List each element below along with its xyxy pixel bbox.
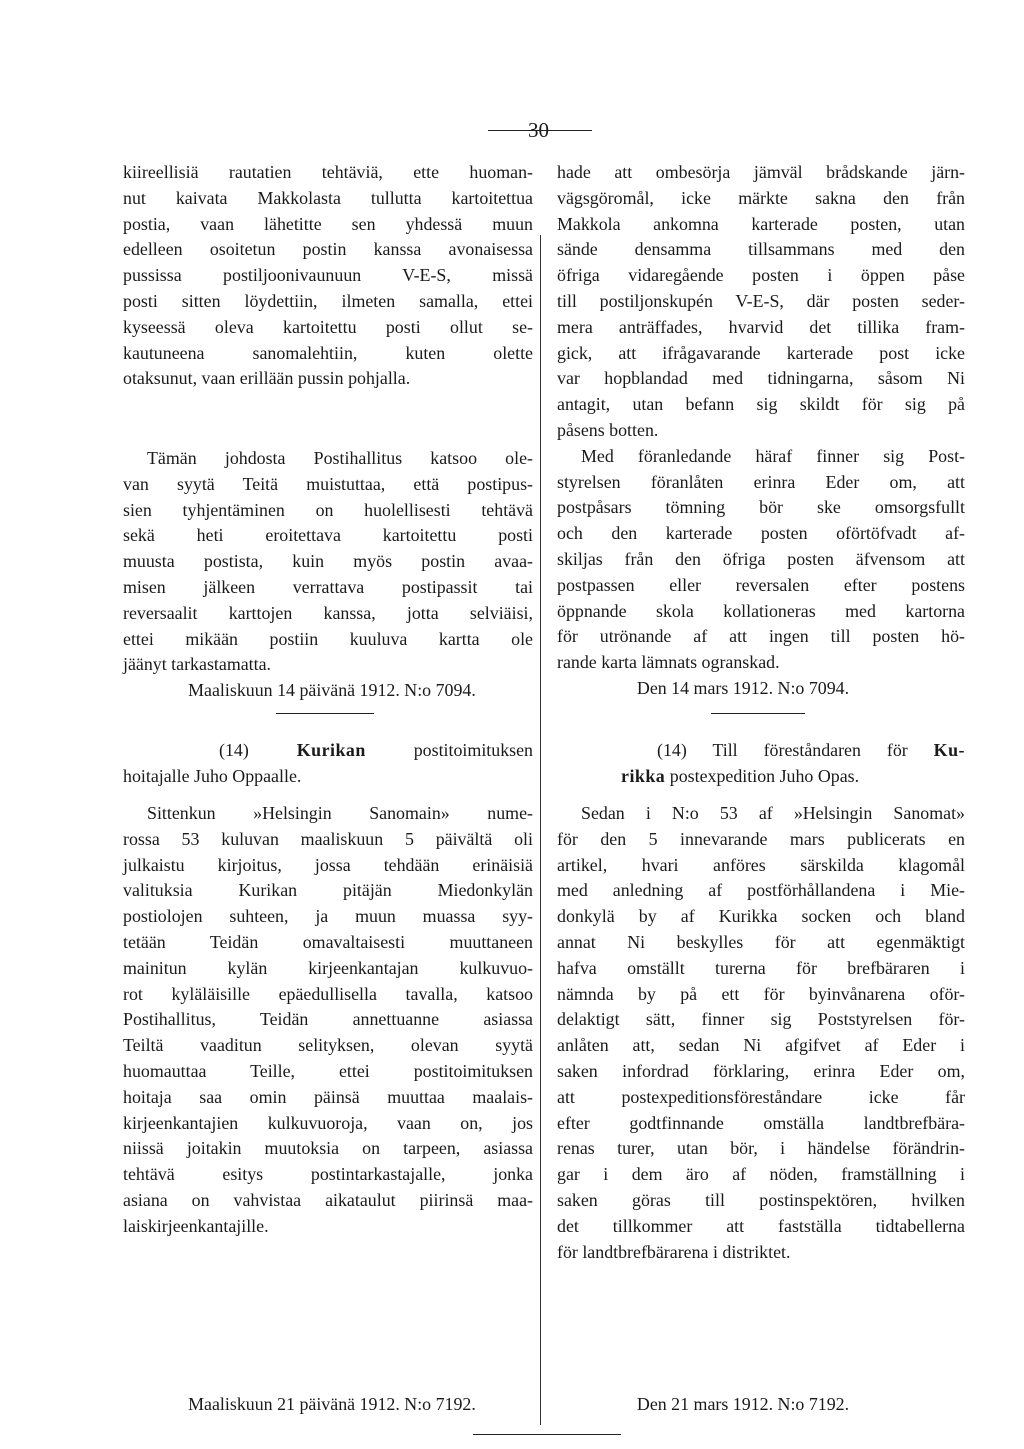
text-line: efter godtfinnande omställa landtbrefbära- xyxy=(557,1112,965,1133)
text-line: kautuneena sanomalehtiin, kuten olette xyxy=(123,342,533,363)
text-line: jäänyt tarkastamatta. xyxy=(123,654,272,675)
text-line: för den 5 innevarande mars publicerats en xyxy=(557,828,965,849)
left-column xyxy=(123,160,533,392)
text-line: nämnda by på ett för byinvånarena oför- xyxy=(557,983,965,1004)
text-line: tetään Teidän omavaltaisesti muuttaneen xyxy=(123,931,533,952)
right-heading-place-2: rikka xyxy=(621,765,666,786)
text-line: Makkola ankomna karterade posten, utan xyxy=(557,213,965,234)
text-line: Sittenkun »Helsingin Sanomain» nume- xyxy=(147,803,533,823)
text-line: hade att ombesörja jämväl brådskande järn- xyxy=(557,162,965,182)
text-line: artikel, hvari anföres särskilda klagomål xyxy=(557,854,965,875)
text-line: valituksia Kurikan pitäjän Miedonkylän xyxy=(123,880,533,901)
right-column xyxy=(557,160,965,702)
text-line: vägsgöromål, icke märkte sakna den från xyxy=(557,187,965,208)
text-line: rot kyläläisille epäedullisella tavalla, katsoo xyxy=(123,983,533,1004)
text-line: hafva omställt turerna för brefbäraren i xyxy=(557,957,965,978)
text-line: asiana on vahvistaa aikataulut piirinsä maa- xyxy=(123,1189,533,1210)
text-line: gick, att ifrågavarande karterade post icke xyxy=(557,342,965,363)
text-line: skiljas från den öfriga posten äfvensom att xyxy=(557,548,965,569)
bottom-separator xyxy=(473,1434,621,1435)
text-line: sände densamma tillsammans med den xyxy=(557,239,965,260)
text-line: Tämän johdosta Postihallitus katsoo ole- xyxy=(147,448,533,468)
left-heading-place: Kurikan xyxy=(296,740,366,760)
text-line: anlåten att, sedan Ni afgifvet af Eder i xyxy=(557,1035,965,1056)
left-column-section-2 xyxy=(123,446,533,704)
left-heading xyxy=(123,738,533,790)
text-line: reversaalit karttojen kanssa, jotta selviäisi, xyxy=(123,602,533,623)
right-section-3 xyxy=(557,801,965,1265)
text-line: posti sitten löydettiin, ilmeten samalla, ettei xyxy=(123,290,533,311)
text-line: med anledning af postförhållandena i Mie- xyxy=(557,880,965,901)
left-separator-1 xyxy=(276,713,374,714)
text-line: van syytä Teitä muistuttaa, että postipus- xyxy=(123,473,533,494)
right-date-2-wrap xyxy=(557,1392,965,1418)
text-line: pussissa postiljoonivaunuun V-E-S, missä xyxy=(123,265,533,286)
text-line: för landtbrefbärarena i distriktet. xyxy=(557,1241,791,1262)
left-date-1: Maaliskuun 14 päivänä 1912. N:o 7094. xyxy=(188,680,476,701)
left-section-2 xyxy=(123,446,533,678)
text-line: niissä joitakin muutoksia on tarpeen, asiassa xyxy=(123,1138,533,1159)
text-line: kirjeenkantajien kulkuvuoroja, vaan on, jos xyxy=(123,1112,533,1133)
column-divider xyxy=(540,235,541,1425)
text-line: styrelsen föranlåten erinra Eder om, att xyxy=(557,471,965,492)
text-line: rande karta lämnats ogranskad. xyxy=(557,652,780,673)
text-line: påsens botten. xyxy=(557,419,659,440)
text-line: kyseessä oleva kartoitettu posti ollut se- xyxy=(123,316,533,337)
left-heading-rest: postitoimituksen xyxy=(413,740,533,760)
text-line: det tillkommer att fastställa tidtabellerna xyxy=(557,1215,965,1236)
text-line: tehtävä esitys postintarkastajalle, jonka xyxy=(123,1164,533,1185)
text-line: till postiljonskupén V-E-S, där posten seder- xyxy=(557,290,965,311)
text-line: Sedan i N:o 53 af »Helsingin Sanomat» xyxy=(581,803,965,823)
text-line: delaktigt sätt, finner sig Poststyrelsen för- xyxy=(557,1009,965,1030)
text-line: sekä heti eroitettava kartoitettu posti xyxy=(123,525,533,546)
text-line: saken göras till postinspektören, hvilken xyxy=(557,1189,965,1210)
right-section-2 xyxy=(557,444,965,676)
text-line: renas turer, utan bör, i händelse förändrin- xyxy=(557,1138,965,1159)
text-line: Postihallitus, Teidän annettuanne asiassa xyxy=(123,1009,533,1030)
right-separator-1 xyxy=(711,713,805,714)
text-line: ettei mikään postiin kuuluva kartta ole xyxy=(123,628,533,649)
text-line: postpassen eller reversalen efter postens xyxy=(557,574,965,595)
right-date-1: Den 14 mars 1912. N:o 7094. xyxy=(636,677,850,698)
right-heading xyxy=(557,738,965,790)
left-section-3 xyxy=(123,801,533,1240)
text-line: var hopblandad med tidningarna, såsom Ni xyxy=(557,368,965,389)
left-date-2: Maaliskuun 21 päivänä 1912. N:o 7192. xyxy=(188,1394,476,1414)
left-heading-line-2: hoitajalle Juho Oppaalle. xyxy=(123,765,302,786)
page-number: 30 xyxy=(528,118,549,142)
text-line: för utrönande af att ingen till posten hö- xyxy=(557,626,965,647)
right-heading-text-1: Till föreståndaren för xyxy=(712,740,908,760)
right-column-section-3 xyxy=(557,801,965,1265)
text-line: muusta postista, kuin myös postin avaa- xyxy=(123,551,533,572)
text-line: otaksunut, vaan erillään pussin pohjalla. xyxy=(123,368,411,389)
left-column-section-3 xyxy=(123,801,533,1240)
text-line: postpåsars tömning bör ske omsorgsfullt xyxy=(557,497,965,518)
right-date-2: Den 21 mars 1912. N:o 7192. xyxy=(636,1394,850,1414)
right-heading-number: (14) xyxy=(657,740,687,760)
text-line: Teiltä vaaditun selityksen, olevan syytä xyxy=(123,1035,533,1056)
right-heading-text-2: postexpedition Juho Opas. xyxy=(669,765,860,786)
right-section-1 xyxy=(557,160,965,444)
text-line: nut kaivata Makkolasta tullutta kartoitettua xyxy=(123,187,533,208)
left-heading-number: (14) xyxy=(219,740,249,760)
text-line: sien tyhjentäminen on huolellisesti tehtävä xyxy=(123,499,533,520)
text-line: öppnande skola kollationeras med kartorna xyxy=(557,600,965,621)
text-line: att postexpeditionsföreståndare icke får xyxy=(557,1086,965,1107)
text-line: mera anträffades, hvarvid det tillika fram- xyxy=(557,316,965,337)
text-line: julkaistu kirjoitus, jossa tehdään erinäisiä xyxy=(123,854,533,875)
left-section-1 xyxy=(123,160,533,392)
text-line: postia, vaan lähetitte sen yhdessä muun xyxy=(123,213,533,234)
left-date-2-wrap xyxy=(123,1392,533,1418)
text-line: mainitun kylän kirjeenkantajan kulkuvuo- xyxy=(123,957,533,978)
text-line: hoitaja saa omin päinsä muuttaa maalais- xyxy=(123,1086,533,1107)
text-line: gar i dem äro af nöden, framställning i xyxy=(557,1164,965,1185)
text-line: Med föranledande häraf finner sig Post- xyxy=(581,445,965,466)
text-line: öfriga vidaregående posten i öppen påse xyxy=(557,265,965,286)
text-line: kiireellisiä rautatien tehtäviä, ette huoman- xyxy=(123,162,533,182)
text-line: misen jälkeen verrattava postipassit tai xyxy=(123,576,533,597)
text-line: annat Ni beskylles för att egenmäktigt xyxy=(557,931,965,952)
text-line: postiolojen suhteen, ja muun muassa syy- xyxy=(123,906,533,927)
text-line: antagit, utan befann sig skildt för sig på xyxy=(557,394,965,415)
text-line: edelleen osoitetun postin kanssa avonaisessa xyxy=(123,239,533,260)
text-line: donkylä by af Kurikka socken och bland xyxy=(557,906,965,927)
text-line: saken infordrad förklaring, erinra Eder om, xyxy=(557,1060,965,1081)
text-line: och den karterade posten oförtöfvadt af- xyxy=(557,523,965,544)
text-line: laiskirjeenkantajille. xyxy=(123,1215,269,1236)
text-line: huomauttaa Teille, ettei postitoimituksen xyxy=(123,1060,533,1081)
text-line: rossa 53 kuluvan maaliskuun 5 päivältä oli xyxy=(123,828,533,849)
header-rule xyxy=(488,130,592,131)
right-heading-place-1: Ku- xyxy=(933,740,965,760)
